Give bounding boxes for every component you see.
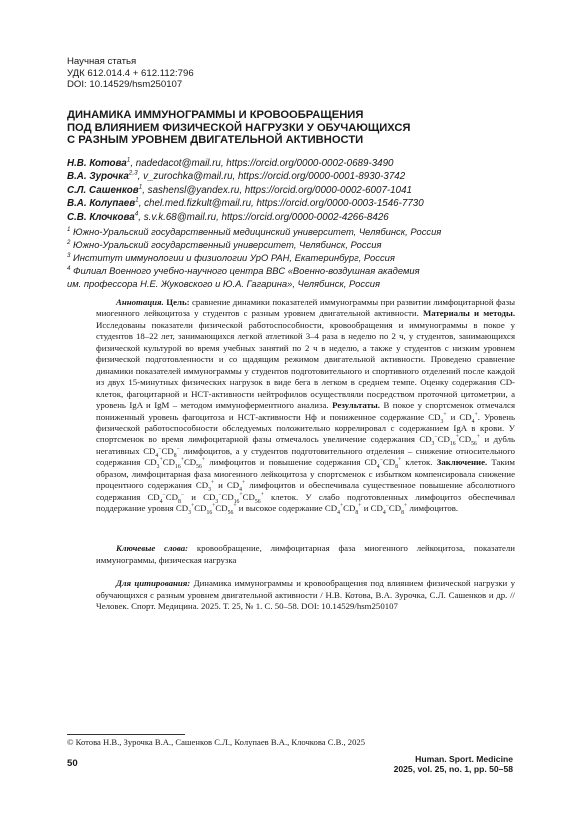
conclusion-text: CD <box>242 491 255 502</box>
conclusion-text: CD <box>165 491 178 502</box>
superscript: − <box>385 503 389 510</box>
subscript: 16 <box>206 509 213 516</box>
superscript: − <box>162 491 166 498</box>
subscript: 16 <box>233 498 240 505</box>
subscript: 4 <box>239 487 242 493</box>
aim-label: Цель: <box>166 297 190 307</box>
abstract-paragraph <box>96 297 515 515</box>
subscript: 8 <box>355 509 359 516</box>
superscript: + <box>358 503 362 510</box>
journal-issue: 2025, vol. 25, no. 1, pp. 50–58 <box>393 764 513 775</box>
results-label: Результаты. <box>332 400 380 411</box>
conclusion-text: и CD <box>184 491 216 502</box>
keywords <box>96 543 515 566</box>
superscript: + <box>339 503 344 510</box>
affiliation-text: Филиал Военного учебно-научного центра ВВС «Военно-воздушная академия <box>70 264 420 276</box>
results-text: лимфоцитов, а у студентов подготовительного отделения – снижение относительного содержания CD <box>96 445 515 468</box>
keywords-label: Ключевые слова: <box>116 543 189 553</box>
results-text: CD <box>162 457 175 468</box>
affiliation-list <box>67 226 537 291</box>
author-contact[interactable]: , sashensl@yandex.ru, https://orcid.org/0000-0002-6007-1041 <box>142 184 412 196</box>
subscript: 16 <box>174 464 181 471</box>
author-name: С.В. Клочкова <box>67 211 135 223</box>
author-entry <box>67 170 537 183</box>
conclusion-text: лимфоцитов. <box>407 503 459 514</box>
superscript: − <box>158 445 162 452</box>
affiliation-sup: 1 <box>67 225 71 233</box>
superscript: + <box>159 457 163 464</box>
affiliation-text: Южно-Уральский государственный медицинский университет, Челябинск, Россия <box>70 226 442 237</box>
author-affil-sup: 2,3 <box>128 170 138 178</box>
results-text: лимфоцитов и повышение содержания CD <box>205 457 377 468</box>
superscript: + <box>397 457 402 464</box>
affiliation <box>67 239 537 252</box>
affiliation <box>67 252 537 265</box>
abstract-label: Аннотация. <box>116 297 164 307</box>
subscript: 3 <box>431 441 435 448</box>
author-contact[interactable]: , v_zurochka@mail.ru, https://orcid.org/0000-0001-8930-3742 <box>137 171 406 183</box>
superscript: + <box>443 411 447 418</box>
superscript: + <box>404 503 408 510</box>
results-text: В покое у спортсменок отмечался пониженный уровень фагоцитоза и НСТ-активности Нф и пониженное содержание CD <box>96 400 516 422</box>
superscript: + <box>180 457 184 464</box>
article-meta <box>67 56 194 91</box>
affiliation-text: Институт иммунологии и физиологии УрО РАН, Екатеринбург, Россия <box>70 251 395 263</box>
results-text: и дубль негативных CD <box>96 434 515 456</box>
subscript: 8 <box>173 452 177 459</box>
results-text: клеток. <box>401 457 433 468</box>
article-type: Научная статья <box>67 56 137 67</box>
conclusion-text: клеток. У слабо подготовленных лимфоцитоз обеспечивал поддержание уровня CD <box>96 491 515 514</box>
udc-code: УДК 612.014.4 + 612.112:796 <box>67 67 194 79</box>
subscript: 8 <box>401 509 405 516</box>
results-text: CD <box>161 445 174 456</box>
doi: DOI: 10.14529/hsm250107 <box>67 79 183 91</box>
subscript: 3 <box>208 487 211 493</box>
conclusion-text: CD <box>194 503 207 514</box>
author-affil-sup: 1 <box>138 183 143 191</box>
affiliation-sup: 4 <box>67 264 71 272</box>
superscript: − <box>218 491 222 498</box>
results-text: CD <box>437 434 450 445</box>
superscript: + <box>201 457 206 464</box>
superscript: − <box>176 445 180 452</box>
conclusion-label: Заключение. <box>436 457 488 468</box>
superscript: + <box>239 491 243 498</box>
title-line: ПОД ВЛИЯНИЕМ ФИЗИЧЕСКОЙ НАГРУЗКИ У ОБУЧАЮЩИХСЯ <box>67 121 411 134</box>
conclusion-text: и CD <box>214 480 240 491</box>
conclusion-text: CD <box>221 491 234 502</box>
subscript: 4 <box>471 418 475 425</box>
affiliation <box>67 278 537 291</box>
affiliation-sup: 3 <box>67 251 71 259</box>
conclusion-text: и высокое содержание CD <box>236 503 338 514</box>
conclusion-text: CD <box>343 503 356 514</box>
superscript: + <box>476 434 481 441</box>
subscript: 3 <box>440 418 444 425</box>
methods-text: Исследованы показатели физической работоспособности, кровообращения и иммунограммы в покое у студентов 18–22 лет, занимающихся легкой атлетикой 3–4 раза в неделю по 2 ч, у студентов, занимающихся физической культурой во время учебных занятий по 2 ч в неделю, а также у студентов с низким уровнем физической подготовленности и со щадящим режимом двигательной активности. Проведено сравнение динамики показателей иммунограммы у студентов подготовительного и спортивного отделений после каждой из двух 15-минутных физических нагрузок в виде бега в легком в среднем темпе. Оценку содержания CD-клеток, фагоцитарной и НСТ-активности нейтрофилов осуществляли посредством проточной цитометрии, а уровень IgA и IgM – методом иммуноферментного анализа. <box>96 319 515 411</box>
page-number: 50 <box>67 758 78 769</box>
author-entry <box>67 157 537 170</box>
author-list <box>67 157 537 224</box>
journal-info <box>394 754 513 774</box>
aim-text: сравнение динамики показателей иммунограммы при развитии лимфоцитарной фазы миогенного лейкоцитоза у студентов с разным уровнем двигательной активности. <box>96 297 515 319</box>
subscript: 3 <box>215 498 219 505</box>
article-title <box>67 109 537 147</box>
subscript: 4 <box>159 498 163 505</box>
affiliation <box>67 265 537 278</box>
citation <box>96 578 515 613</box>
subscript: 16 <box>449 441 456 448</box>
abstract <box>96 297 515 515</box>
author-entry <box>67 197 537 210</box>
subscript: 4 <box>337 509 340 516</box>
superscript: − <box>434 434 438 441</box>
conclusion-text: CD <box>215 503 228 514</box>
superscript: + <box>212 503 216 510</box>
subscript: 4 <box>155 452 159 459</box>
subscript: 8 <box>395 464 398 471</box>
author-name: Н.В. Котова <box>67 158 127 169</box>
affiliation <box>67 226 537 239</box>
subscript: 3 <box>188 509 191 516</box>
conclusion-text: CD <box>388 503 402 514</box>
superscript: − <box>180 491 185 498</box>
citation-text: Динамика иммунограммы и кровообращения под влиянием физической нагрузки у обучающихся с разным уровнем двигательной активности / Н.В. Котова, В.А. Зурочка, С.Л. Сашенков и др. // Человек. Спорт. Медицина. 2025. Т. 25, № 1. С. 50–58. DOI: 10.14529/hsm250107 <box>96 578 516 611</box>
superscript: − <box>379 457 383 464</box>
subscript: 56 <box>254 498 261 505</box>
subscript: 4 <box>382 509 386 516</box>
superscript: + <box>210 480 215 487</box>
title-line: С РАЗНЫМ УРОВНЕМ ДВИГАТЕЛЬНОЙ АКТИВНОСТИ <box>67 134 364 147</box>
results-text: CD <box>458 434 472 445</box>
citation-label: Для цитирования: <box>116 578 191 588</box>
author-contact[interactable]: , s.v.k.68@mail.ru, https://orcid.org/0000-0002-4266-8426 <box>138 211 389 223</box>
author-name: В.А. Колупаев <box>67 198 136 210</box>
copyright-notice: © Котова Н.В., Зурочка В.А., Сашенков С.Л., Колупаев В.А., Клочкова С.В., 2025 <box>67 737 365 747</box>
conclusion-text: лимфоцитов и обеспечивала существенное повышение абсолютного содержания CD <box>96 480 515 502</box>
results-text: CD <box>382 457 396 468</box>
methods-label: Материалы и методы. <box>422 308 516 319</box>
results-text: CD <box>183 457 197 468</box>
superscript: + <box>474 411 478 418</box>
results-text: . Уровень физической работоспособности обследуемых положительно коррелировал с содержанием IgA в крови. У спортсменок во время лимфоцитарной фазы отмечалось увеличение содержания CD <box>96 411 515 445</box>
superscript: + <box>191 503 195 510</box>
subscript: 8 <box>178 498 181 505</box>
superscript: + <box>233 503 237 510</box>
superscript: + <box>455 434 459 441</box>
title-line: ДИНАМИКА ИММУНОГРАММЫ И КРОВООБРАЩЕНИЯ <box>67 109 364 121</box>
affiliation-sup: 2 <box>67 238 71 246</box>
author-name: С.Л. Сашенков <box>67 184 139 196</box>
footnote-divider <box>67 734 185 735</box>
author-contact[interactable]: , nadedacot@mail.ru, https://orcid.org/0000-0002-0689-3490 <box>130 158 394 169</box>
author-entry <box>67 184 537 197</box>
journal-name: Human. Sport. Medicine <box>415 754 513 764</box>
subscript: 56 <box>471 441 477 448</box>
author-entry <box>67 211 537 224</box>
conclusion-text: и CD <box>361 503 383 514</box>
superscript: + <box>260 491 264 498</box>
subscript: 3 <box>156 464 160 471</box>
affiliation-text: им. профессора Н.Е. Жуковского и Ю.А. Гагарина», Челябинск, Россия <box>67 277 380 289</box>
author-affil-sup: 1 <box>135 196 139 204</box>
author-affil-sup: 4 <box>134 210 139 218</box>
author-contact[interactable]: , chel.med.fizkult@mail.ru, https://orcid.org/0000-0003-1546-7730 <box>138 198 424 210</box>
author-name: В.А. Зурочка <box>67 171 129 183</box>
results-text: и CD <box>446 411 472 422</box>
subscript: 4 <box>376 464 380 471</box>
author-affil-sup: 1 <box>126 156 131 164</box>
conclusion-text: Таким образом, лимфоцитарная фаза миогенного лейкоцитоза у спортсменок с избытком компенсировала снижение процентного содержания CD <box>96 457 515 491</box>
subscript: 56 <box>227 509 234 516</box>
superscript: + <box>241 480 246 487</box>
subscript: 56 <box>196 464 202 471</box>
affiliation-text: Южно-Уральский государственный университет, Челябинск, Россия <box>70 238 382 250</box>
keywords-text: кровообращение, лимфоцитарная фаза миогенного лейкоцитоза, показатели иммунограммы, физическая нагрузка <box>96 543 515 565</box>
